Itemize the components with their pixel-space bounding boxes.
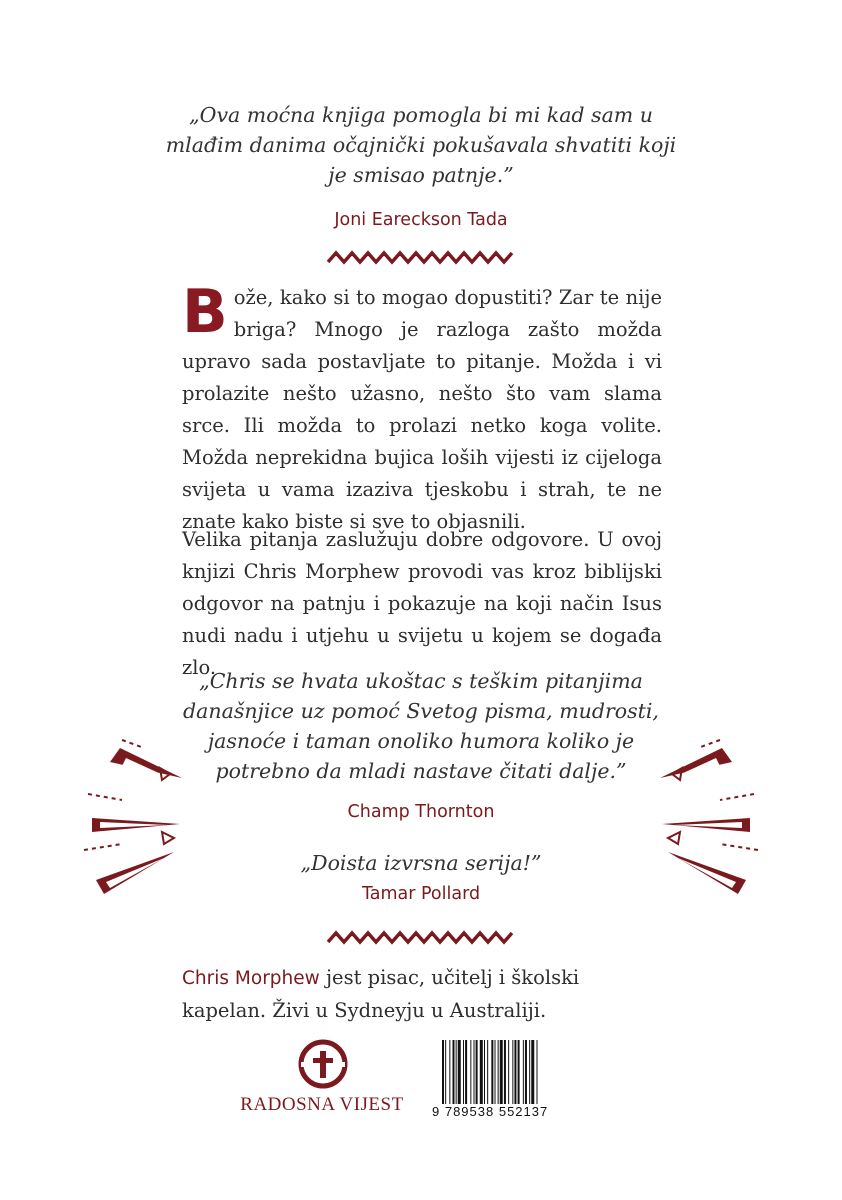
cross-circle-icon: [297, 1038, 349, 1090]
dropcap-letter: B: [182, 277, 228, 347]
zigzag-divider-top: [326, 248, 516, 266]
barcode: [440, 1040, 585, 1112]
quote-author-tamar: Tamar Pollard: [361, 884, 481, 904]
author-bio: [182, 962, 662, 1027]
quote-author-champ: Champ Thornton: [347, 802, 495, 822]
burst-decoration-right: [660, 738, 760, 898]
intro-paragraph-1: [182, 277, 662, 538]
intro-paragraph-2: Velika pitanja zaslužuju dobre odgovore. U ovoj knjizi Chris Morphew provodi vas kroz biblijski odgovor na patnju i pokazuje na koji način Isus nudi nadu i utjehu u svijetu u kojem se događa zlo.: [182, 528, 662, 679]
publisher-name: RADOSNA VIJEST: [240, 1094, 404, 1115]
zigzag-divider-bottom: [326, 928, 516, 946]
quote-tamar: „Doista izvrsna serija!”: [300, 851, 542, 875]
author-name: Chris Morphew: [182, 968, 320, 989]
quote-joni: „Ova moćna knjiga pomogla bi mi kad sam u mlađim danima očajnički pokušavala shvatiti koji je smisao patnje.”: [165, 103, 677, 187]
quote-champ: „Chris se hvata ukoštac s teškim pitanjima današnjice uz pomoć Svetog pisma, mudrosti, jasnoće i taman onoliko humora koliko je potrebno da mladi nastave čitati dalje.”: [183, 669, 659, 783]
barcode-number: 9 789538 552137: [432, 1104, 549, 1119]
author-bio-text: jest pisac, učitelj i školski kapelan. Živi u Sydneyju u Australiji.: [182, 966, 580, 1022]
quote-author-joni: Joni Eareckson Tada: [334, 210, 508, 230]
burst-decoration-left: [82, 738, 182, 898]
intro-paragraph-1-text: ože, kako si to mogao dopustiti? Zar te nije briga? Mnogo je razloga zašto možda upravo sada postavljate to pitanje. Možda i vi prolazite nešto užasno, nešto što vam slama srce. Ili možda to prolazi netko koga volite. Možda neprekidna bujica loših vijesti iz cijeloga svijeta u vama izaziva tjeskobu i strah, te ne znate kako biste si sve to objasnili.: [182, 286, 662, 533]
